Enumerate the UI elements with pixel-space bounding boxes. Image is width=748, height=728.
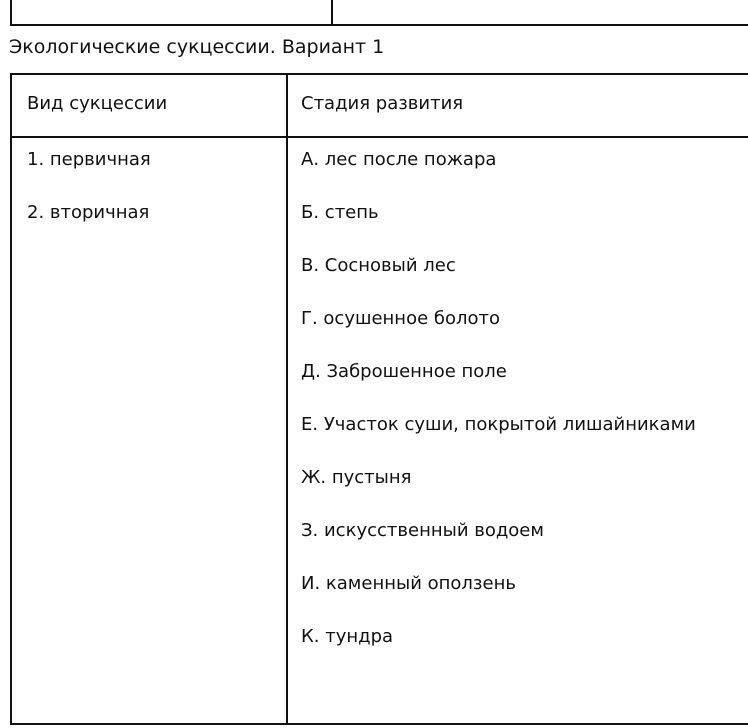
succession-type-item: 1. первичная [27,149,151,170]
development-stage-item: Е. Участок суши, покрытой лишайниками [301,414,696,435]
succession-type-item: 2. вторичная [27,202,150,223]
development-stage-item: Ж. пустыня [301,467,412,488]
previous-table-column-divider [331,0,333,24]
development-stage-item: А. лес после пожара [301,149,497,170]
development-stage-item: Д. Заброшенное поле [301,361,507,382]
development-stage-item: Б. степь [301,202,379,223]
development-stage-item: З. искусственный водоем [301,520,544,541]
table-header-divider [12,136,748,138]
worksheet-title: Экологические сукцессии. Вариант 1 [9,36,385,58]
development-stage-item: В. Сосновый лес [301,255,456,276]
header-development-stage: Стадия развития [301,93,464,114]
header-succession-type: Вид сукцессии [27,93,168,114]
succession-table [10,73,748,725]
development-stage-item: И. каменный оползень [301,573,516,594]
table-column-divider [286,75,288,723]
previous-table-fragment [10,0,748,26]
development-stage-list [301,149,696,679]
development-stage-item: Г. осушенное болото [301,308,501,329]
succession-type-list [27,149,151,255]
development-stage-item: К. тундра [301,626,394,647]
